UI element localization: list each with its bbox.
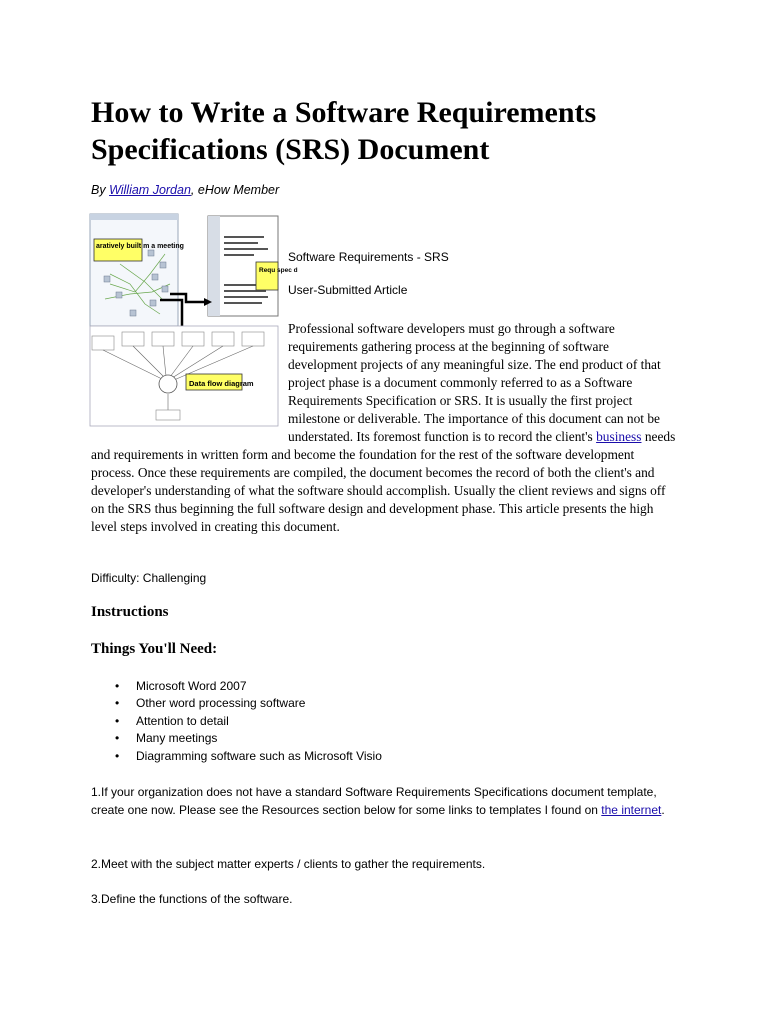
difficulty-label: Difficulty: Challenging: [91, 571, 207, 585]
author-link[interactable]: William Jordan: [109, 183, 191, 197]
article-title: How to Write a Software Requirements Specifications (SRS) Document: [91, 96, 597, 166]
figure-text-wrap-spacer: [91, 320, 288, 432]
list-item: • Diagramming software such as Microsoft Visio: [91, 748, 382, 765]
list-item: • Microsoft Word 2007: [91, 678, 382, 695]
requirements-callout-text: Requ spec d: [259, 267, 298, 274]
list-item: • Other word processing software: [91, 695, 382, 712]
business-link[interactable]: business: [596, 429, 642, 444]
step-2: 2.Meet with the subject matter experts / clients to gather the requirements.: [91, 857, 486, 871]
things-needed-heading: Things You'll Need:: [91, 641, 218, 657]
meeting-callout-text: aratively built m a meeting: [96, 243, 184, 250]
internet-link[interactable]: the internet: [601, 803, 662, 817]
intro-paragraph: [91, 320, 676, 536]
user-submitted-label: User-Submitted Article: [288, 283, 408, 297]
step-1: [91, 783, 681, 819]
byline: [91, 182, 279, 198]
list-item: • Attention to detail: [91, 713, 382, 730]
instructions-heading: Instructions: [91, 604, 169, 620]
list-item: • Many meetings: [91, 730, 382, 747]
step-1-text: 1.If your organization does not have a standard Software Requirements Specifications document template, create one now. Please see the Resources section below for some links to templates I found on: [91, 785, 657, 817]
step-3: 3.Define the functions of the software.: [91, 892, 293, 906]
step-1-end: .: [661, 803, 665, 817]
srs-subheading: Software Requirements - SRS: [288, 250, 449, 264]
things-needed-list: [91, 678, 382, 765]
intro-text-part2: needs and requirements in written form and become the foundation for the rest of the software development process. Once these requirements are compiled, the document becomes the record of both the client's and developer's understanding of what the software should accomplish. Usually the client reviews and signs off on the SRS thus beginning the full software design and development phase. This article presents the high level steps involved in creating this document.: [91, 429, 676, 534]
byline-suffix: , eHow Member: [190, 183, 280, 197]
dfd-label-text: Data flow diagram: [189, 379, 254, 388]
byline-prefix: By: [91, 183, 110, 197]
intro-text-part1: Professional software developers must go through a software requirements gathering process at the beginning of software development projects of any meaningful size. The end product of that project phase is a document commonly referred to as a Software Requirements Specification or SRS. It is usually the first project milestone or deliverable. The importance of this document can not be understated. Its foremost function is to record the client's: [288, 321, 661, 444]
